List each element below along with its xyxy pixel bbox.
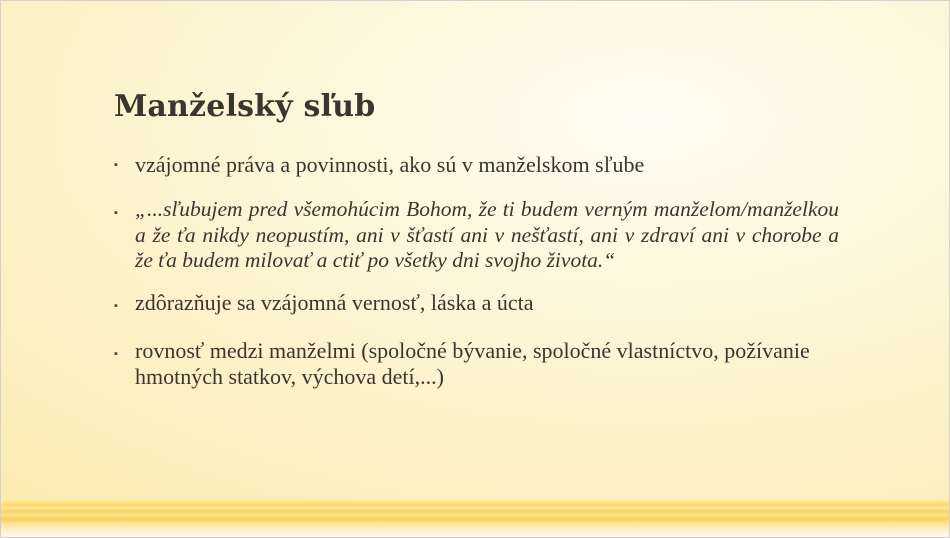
vow-quote-text: „...sľubujem pred všemohúcim Bohom, že ti budem verným manželom/manželkou a že ťa nikdy neopustím, ani v šťastí ani v nešťastí, ani v zdraví ani v chorobe a že ťa budem milovať a ctiť po všetky dni svojho života.“ bbox=[135, 197, 839, 272]
bullet-marker-icon: ▪ bbox=[114, 347, 118, 360]
bullet-item bbox=[114, 338, 839, 390]
bullet-marker-icon: ▪ bbox=[114, 159, 118, 171]
decorative-stripe-band bbox=[1, 499, 949, 537]
bullet-item bbox=[114, 197, 839, 274]
bullet-item bbox=[114, 149, 839, 181]
slide-title: Manželský sľub bbox=[114, 89, 376, 124]
bullet-text: rovnosť medzi manželmi (spoločné bývanie, spoločné vlastníctvo, požívanie hmotných statkov, výchova detí,...) bbox=[135, 337, 810, 389]
bullet-marker-icon: ▪ bbox=[114, 299, 118, 312]
bullet-text: vzájomné práva a povinnosti, ako sú v manželskom sľube bbox=[135, 152, 645, 177]
bullet-list bbox=[114, 149, 839, 406]
bullet-item bbox=[114, 290, 839, 322]
bullet-marker-icon: ▪ bbox=[114, 207, 118, 219]
bullet-text: zdôrazňuje sa vzájomná vernosť, láska a úcta bbox=[135, 289, 534, 315]
